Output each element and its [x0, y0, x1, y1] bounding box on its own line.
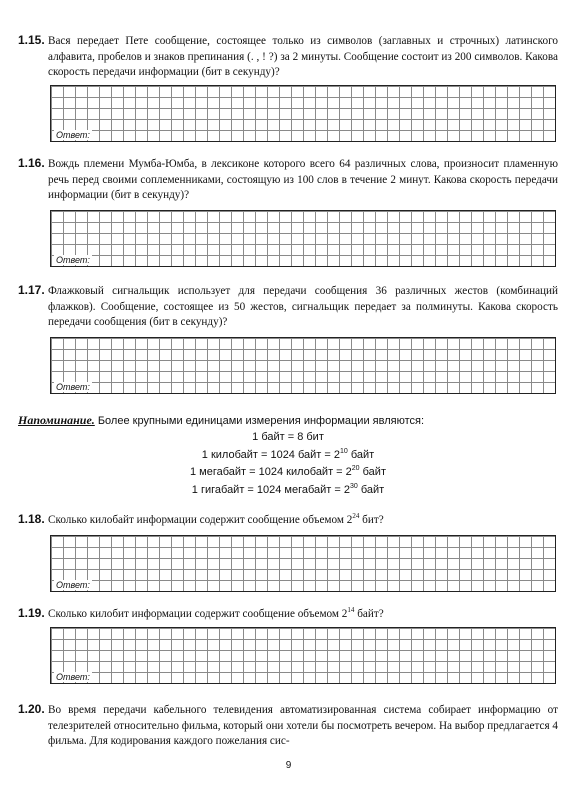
task-number: 1.20. [18, 702, 45, 716]
reminder-line-gigabyte: 1 гигабайт = 1024 мегабайт = $2^{30}$ байт [191, 482, 385, 496]
reminder-line-byte: 1 байт = 8 бит [252, 431, 324, 443]
task-text [18, 33, 558, 81]
task-number: 1.18. [18, 512, 45, 526]
task-text [18, 702, 558, 750]
task-1-17 [18, 283, 558, 331]
task-text: 1.19. Сколько килобит информации содержит сообщение объемом $2^{14}$ байт? [18, 606, 384, 620]
task-1-19 [18, 606, 558, 623]
task-text: 1.18. Сколько килобайт информации содержит сообщение объемом $2^{24}$ бит? [18, 512, 384, 526]
task-1-20 [18, 702, 558, 750]
reminder-line-kilobyte: 1 килобайт = 1024 байт = $2^{10}$ байт [201, 447, 375, 461]
task-body: Вождь племени Мумба-Юмба, в лексиконе которого всего 64 различных слова, произносит пламенную речь перед своими соплеменниками, состоящую из 100 слов в течение 2 минут. Какова скорость передачи информации (бит в секунду)? [48, 158, 558, 201]
answer-grid-1-19[interactable] [50, 627, 556, 684]
page-number: 9 [285, 760, 292, 771]
answer-grid-1-15[interactable] [50, 85, 556, 142]
answer-label: Ответ: [56, 382, 90, 392]
answer-label: Ответ: [56, 255, 90, 265]
answer-label: Ответ: [56, 130, 90, 140]
task-number: 1.16. [18, 156, 45, 170]
task-1-15 [18, 33, 558, 81]
task-text [18, 283, 558, 331]
task-number: 1.17. [18, 283, 45, 297]
answer-grid-1-16[interactable] [50, 210, 556, 267]
reminder-label: Напоминание. [18, 413, 95, 427]
answer-grid-1-18[interactable] [50, 535, 556, 592]
answer-label: Ответ: [56, 672, 90, 682]
task-number: 1.15. [18, 33, 45, 47]
task-text [18, 156, 558, 204]
answer-grid-1-17[interactable] [50, 337, 556, 394]
answer-label: Ответ: [56, 580, 90, 590]
task-1-18 [18, 512, 558, 529]
reminder-block [18, 413, 558, 499]
task-number: 1.19. [18, 606, 45, 620]
reminder-intro: Напоминание. Более крупными единицами измерения информации являются: [18, 413, 425, 427]
task-body: Флажковый сигнальщик использует для передачи сообщения 36 различных жестов (комбинаций флажков). Сообщение, состоящее из 50 жестов, сигнальщик передает за полминуты. Какова скорость передачи сообщения (бит в секунду)? [48, 285, 558, 328]
task-body: Вася передает Пете сообщение, состоящее только из символов (заглавных и строчных) латинского алфавита, пробелов и знаков препинания (. , ! ?) за 2 минуты. Сообщение состоит из 200 символов. Какова скорость передачи информации (бит в секунду)? [48, 35, 558, 78]
reminder-line-megabyte: 1 мегабайт = 1024 килобайт = $2^{20}$ байт [190, 465, 386, 478]
task-body: Во время передачи кабельного телевидения автоматизированная система собирает информацию от телезрителей относительно фильма, который они хотели бы посмотреть вечером. На выбор предлагается 4 фильма. Для кодирования каждого пожелания сис- [48, 704, 558, 747]
task-1-16 [18, 156, 558, 204]
